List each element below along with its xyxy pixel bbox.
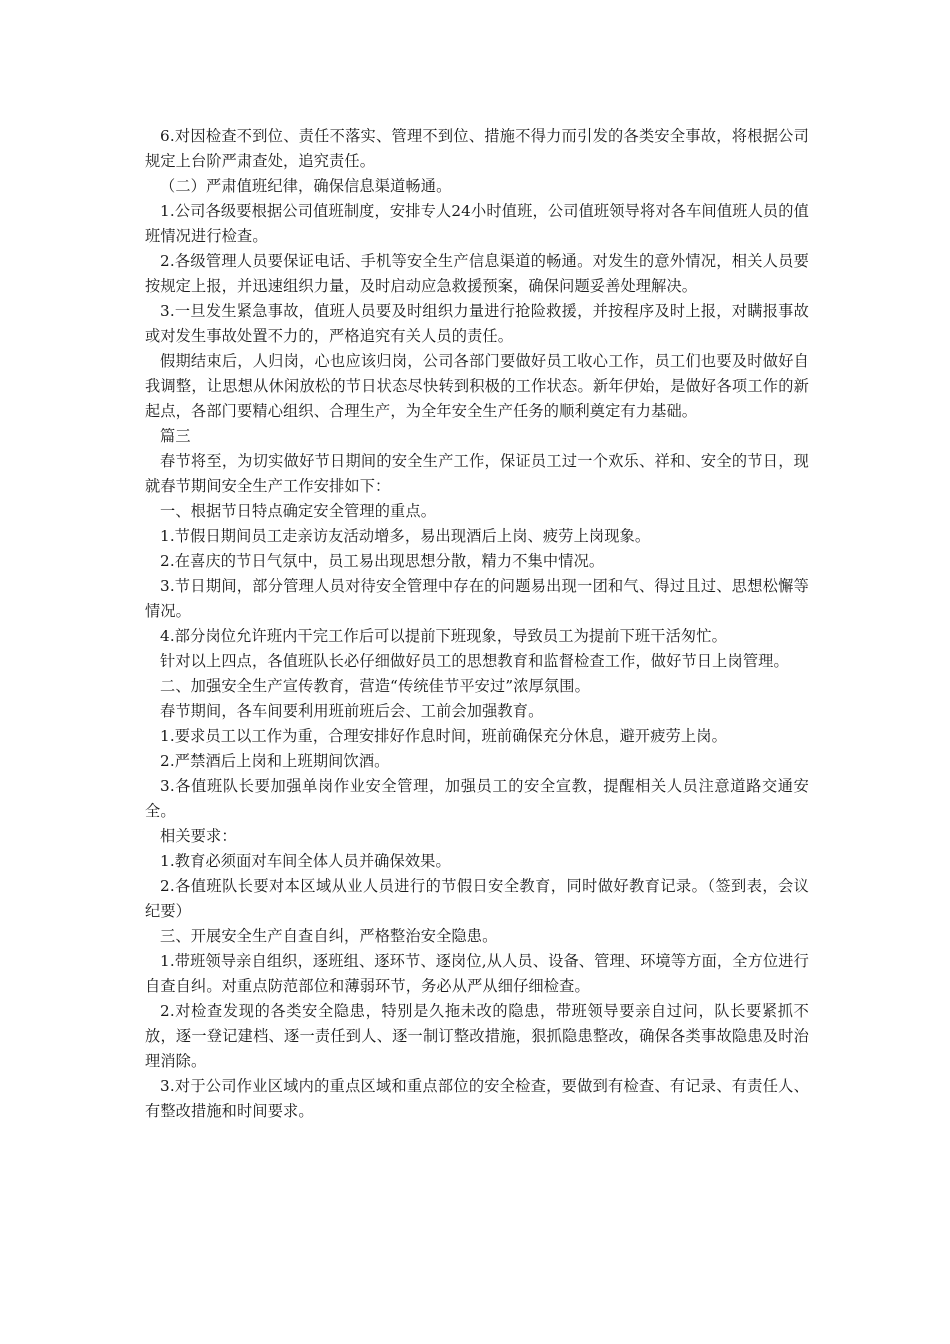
paragraph: 1.教育必须面对车间全体人员并确保效果。 (160, 852, 451, 870)
paragraph: 3.各值班队长要加强单岗作业安全管理，加强员工的安全宣教，提醒相关人员注意道路交通安全。 (145, 777, 809, 820)
paragraph: 2.严禁酒后上岗和上班期间饮酒。 (160, 752, 390, 770)
section-heading: 三、开展安全生产自查自纠，严格整治安全隐患。 (160, 927, 498, 945)
paragraph: 春节期间，各车间要利用班前班后会、工前会加强教育。 (160, 702, 544, 720)
paragraph: 3.一旦发生紧急事故，值班人员要及时组织力量进行抢险救援，并按程序及时上报，对瞒报事故或对发生事故处置不力的，严格追究有关人员的责任。 (145, 302, 809, 345)
section-heading: 一、根据节日特点确定安全管理的重点。 (160, 502, 437, 520)
paragraph: 2.各值班队长要对本区域从业人员进行的节假日安全教育，同时做好教育记录。（签到表，会议纪要） (145, 877, 809, 920)
paragraph: 2.在喜庆的节日气氛中，员工易出现思想分散，精力不集中情况。 (160, 552, 605, 570)
paragraph: 春节将至，为切实做好节日期间的安全生产工作，保证员工过一个欢乐、祥和、安全的节日，现就春节期间安全生产工作安排如下： (145, 452, 809, 495)
paragraph: 6.对因检查不到位、责任不落实、管理不到位、措施不得力而引发的各类安全事故，将根据公司规定上台阶严肃查处，追究责任。 (145, 127, 809, 170)
paragraph: 2.对检查发现的各类安全隐患，特别是久拖未改的隐患，带班领导要亲自过问，队长要紧抓不放，逐一登记建档、逐一责任到人、逐一制订整改措施，狠抓隐患整改，确保各类事故隐患及时治理消除。 (145, 1002, 809, 1070)
paragraph: 假期结束后，人归岗，心也应该归岗，公司各部门要做好员工收心工作，员工们也要及时做好自我调整，让思想从休闲放松的节日状态尽快转到积极的工作状态。新年伊始，是做好各项工作的新起点，各部门要精心组织、合理生产，为全年安全生产任务的顺利奠定有力基础。 (145, 352, 809, 420)
paragraph: 3.节日期间，部分管理人员对待安全管理中存在的问题易出现一团和气、得过且过、思想松懈等情况。 (145, 577, 809, 620)
paragraph: 2.各级管理人员要保证电话、手机等安全生产信息渠道的畅通。对发生的意外情况，相关人员要按规定上报，并迅速组织力量，及时启动应急救援预案，确保问题妥善处理解决。 (145, 252, 809, 295)
section-heading: （二）严肃值班纪律，确保信息渠道畅通。 (160, 177, 452, 195)
paragraph: 1.公司各级要根据公司值班制度，安排专人24小时值班，公司值班领导将对各车间值班人员的值班情况进行检查。 (145, 202, 809, 245)
paragraph: 相关要求： (160, 827, 237, 845)
paragraph: 1.带班领导亲自组织，逐班组、逐环节、逐岗位,从人员、设备、管理、环境等方面，全方位进行自查自纠。对重点防范部位和薄弱环节，务必从严从细仔细检查。 (145, 952, 809, 995)
paragraph: 1.要求员工以工作为重，合理安排好作息时间，班前确保充分休息，避开疲劳上岗。 (160, 727, 727, 745)
paragraph: 1.节假日期间员工走亲访友活动增多，易出现酒后上岗、疲劳上岗现象。 (160, 527, 651, 545)
paragraph: 4.部分岗位允许班内干完工作后可以提前下班现象，导致员工为提前下班干活匆忙。 (160, 627, 727, 645)
document-body (145, 124, 809, 1124)
chapter-heading: 篇三 (160, 427, 191, 445)
paragraph: 针对以上四点，各值班队长必仔细做好员工的思想教育和监督检查工作，做好节日上岗管理。 (160, 652, 789, 670)
section-heading: 二、加强安全生产宣传教育，营造“传统佳节平安过”浓厚氛围。 (160, 677, 590, 695)
paragraph: 3.对于公司作业区域内的重点区域和重点部位的安全检查，要做到有检查、有记录、有责任人、有整改措施和时间要求。 (145, 1077, 809, 1120)
